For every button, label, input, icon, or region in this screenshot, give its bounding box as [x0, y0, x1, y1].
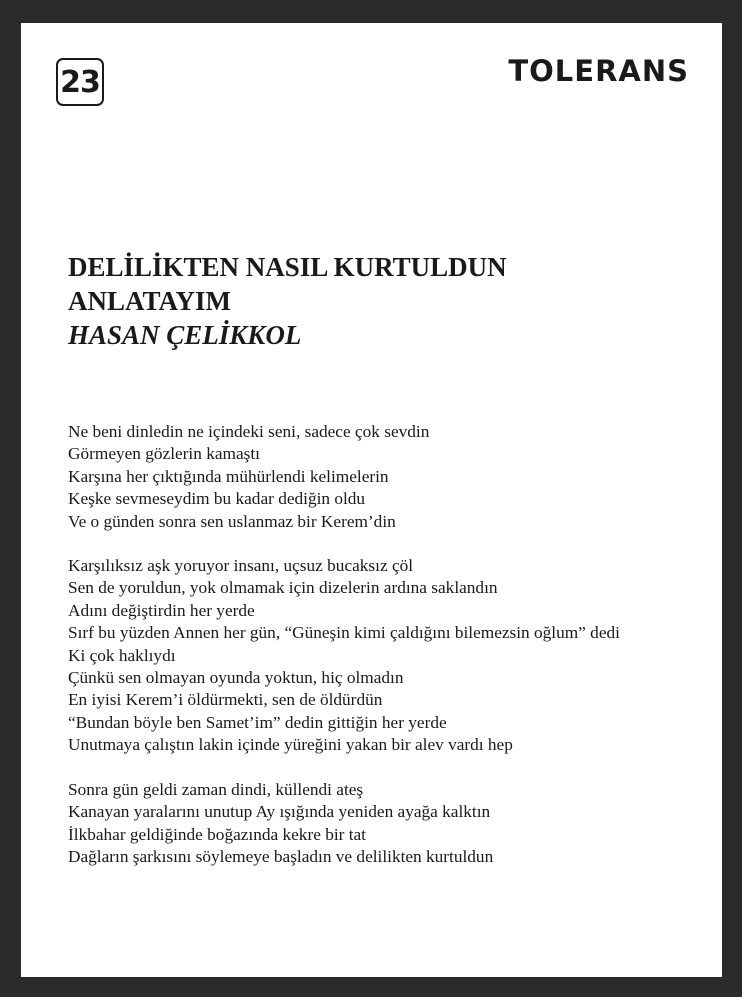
poem-line: En iyisi Kerem’i öldürmekti, sen de öldürdün: [68, 690, 383, 710]
poem-line: Dağların şarkısını söylemeye başladın ve delilikten kurtuldun: [68, 846, 494, 866]
poem-line: “Bundan böyle ben Samet’im” dedin gittiğin her yerde: [68, 712, 447, 732]
poem-author: HASAN ÇELİKKOL: [68, 320, 302, 350]
poem-line: Çünkü sen olmayan oyunda yoktun, hiç olmadın: [68, 668, 404, 688]
stanza: [68, 421, 698, 533]
poem-line: Unutmaya çalıştın lakin içinde yüreğini yakan bir alev vardı hep: [68, 735, 513, 755]
poem-line: Karşına her çıktığında mühürlendi kelimelerin: [68, 466, 389, 486]
poem-line: Sonra gün geldi zaman dindi, küllendi ateş: [68, 779, 364, 799]
poem-line: Adını değiştirdin her yerde: [68, 600, 255, 620]
stanza: [68, 779, 698, 869]
magazine-logo: TOLERANS: [508, 54, 689, 88]
poem-title-line: ANLATAYIM: [68, 286, 232, 316]
stanza: [68, 555, 698, 757]
poem-line: Keşke sevmeseydim bu kadar dediğin oldu: [68, 489, 366, 509]
poem-line: Görmeyen gözlerin kamaştı: [68, 444, 260, 464]
page-number-badge: 23: [56, 58, 104, 106]
poem-line: Ki çok haklıydı: [68, 645, 176, 665]
poem-line: Sırf bu yüzden Annen her gün, “Güneşin kimi çaldığını bilemezsin oğlum” dedi: [68, 623, 620, 643]
poem-line: Ne beni dinledin ne içindeki seni, sadece çok sevdin: [68, 422, 430, 441]
poem-line: Karşılıksız aşk yoruyor insanı, uçsuz bucaksız çöl: [68, 556, 414, 576]
poem-line: İlkbahar geldiğinde boğazında kekre bir tat: [68, 824, 366, 844]
poem-header: [68, 250, 668, 352]
poem-line: Kanayan yaralarını unutup Ay ışığında yeniden ayağa kalktın: [68, 802, 491, 822]
poem-body: [68, 421, 698, 890]
poem-line: Sen de yoruldun, yok olmamak için dizelerin ardına saklandın: [68, 578, 498, 598]
document-page: [21, 23, 722, 977]
poem-line: Ve o günden sonra sen uslanmaz bir Kerem’din: [68, 511, 396, 531]
poem-title-line: DELİLİKTEN NASIL KURTULDUN: [68, 252, 507, 282]
